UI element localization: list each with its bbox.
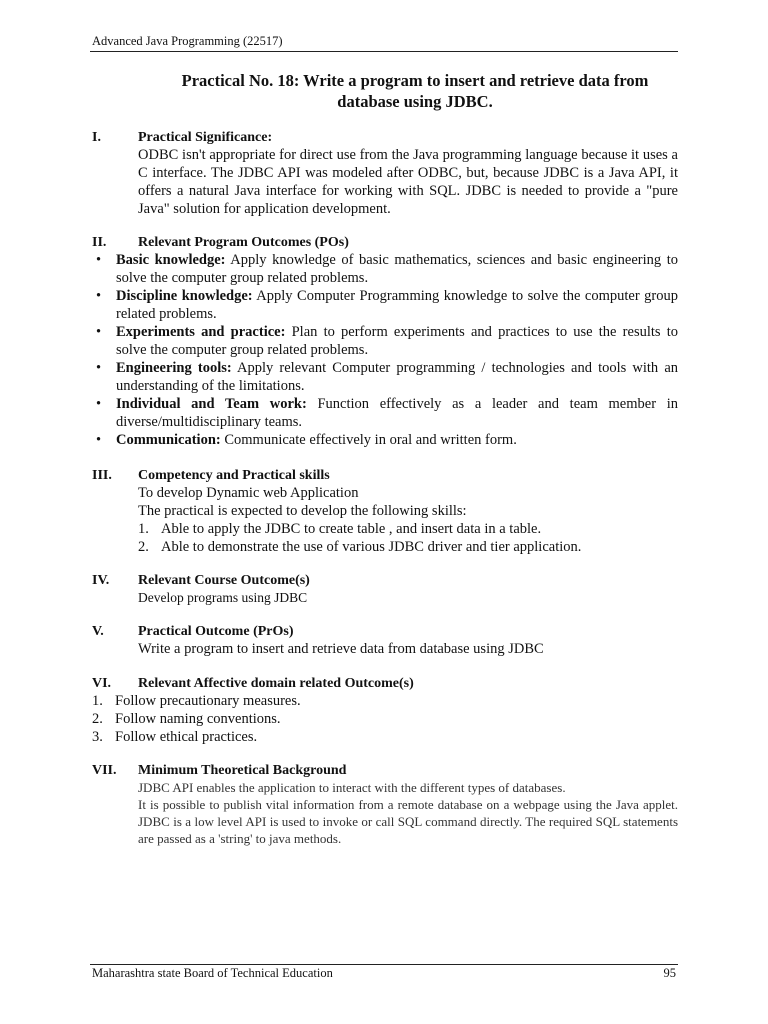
item-text: Communicate effectively in oral and written form. xyxy=(220,432,517,448)
section-text: The practical is expected to develop the following skills: xyxy=(138,503,467,519)
item-text: Apply Computer Programming knowledge to solve the computer group related problems. xyxy=(116,288,678,322)
section-number: VI. xyxy=(92,676,112,691)
section-theoretical-background xyxy=(92,762,678,847)
list-item xyxy=(92,728,678,746)
item-text: Follow naming conventions. xyxy=(115,711,281,727)
item-label: Discipline knowledge: xyxy=(116,288,253,304)
item-label: Basic knowledge: xyxy=(116,252,226,268)
section-number: IV. xyxy=(92,573,110,588)
page-number: 95 xyxy=(663,966,676,980)
list-item xyxy=(138,538,678,556)
skills-list xyxy=(138,520,678,556)
section-number: VII. xyxy=(92,763,117,778)
section-text: Develop programs using JDBC xyxy=(138,590,308,605)
list-item xyxy=(92,431,678,449)
page-footer: Maharashtra state Board of Technical Education xyxy=(92,966,333,980)
item-text: Able to demonstrate the use of various JDBC driver and tier application. xyxy=(161,539,582,555)
section-title: Minimum Theoretical Background xyxy=(138,763,347,778)
outcomes-list xyxy=(92,251,678,449)
affective-list xyxy=(92,692,678,746)
section-title: Competency and Practical skills xyxy=(138,468,330,483)
item-text: Apply knowledge of basic mathematics, sciences and basic engineering to solve the computer group related problems. xyxy=(116,252,679,286)
item-number: 2. xyxy=(138,539,149,555)
list-item xyxy=(138,520,678,538)
section-course-outcomes xyxy=(92,572,678,607)
section-title: Practical Outcome (PrOs) xyxy=(138,624,294,639)
footer-rule xyxy=(90,964,678,965)
item-number: 1. xyxy=(138,521,149,537)
header-rule xyxy=(90,51,678,52)
section-competency-skills xyxy=(92,467,678,556)
item-number: 3. xyxy=(92,729,103,745)
item-text: Follow ethical practices. xyxy=(115,729,258,745)
section-number: II. xyxy=(92,235,107,250)
item-number: 2. xyxy=(92,711,103,727)
list-item xyxy=(92,287,678,323)
page-header: Advanced Java Programming (22517) xyxy=(92,34,283,48)
section-title: Practical Significance: xyxy=(138,130,273,145)
list-item xyxy=(92,251,678,287)
list-item xyxy=(92,323,678,359)
title-line-1: Practical No. 18: Write a program to insert and retrieve data from xyxy=(181,71,649,90)
section-number: V. xyxy=(92,624,104,639)
section-text: It is possible to publish vital information from a remote database on a webpage using the Java applet. JDBC is a low level API is used to invoke or call SQL command directly. The required SQL statements are passed as a 'string' to java methods. xyxy=(138,797,678,846)
item-label: Communication: xyxy=(116,432,221,448)
section-practical-outcome xyxy=(92,623,678,658)
list-item xyxy=(92,710,678,728)
section-number: I. xyxy=(92,130,101,145)
item-label: Experiments and practice: xyxy=(116,324,286,340)
item-label: Engineering tools: xyxy=(116,360,232,376)
section-affective-outcomes xyxy=(92,675,678,746)
section-title: Relevant Program Outcomes (POs) xyxy=(138,235,349,250)
section-practical-significance xyxy=(92,129,678,218)
list-item xyxy=(92,359,678,395)
item-label: Individual and Team work: xyxy=(116,396,307,412)
section-program-outcomes xyxy=(92,234,678,449)
section-text: To develop Dynamic web Application xyxy=(138,485,359,501)
item-text: Apply relevant Computer programming / technologies and tools with an understanding of the limitations. xyxy=(116,360,679,394)
item-text: Plan to perform experiments and practices to use the results to solve the computer group related problems. xyxy=(116,324,678,358)
list-item xyxy=(92,395,678,431)
list-item xyxy=(92,692,678,710)
title-line-2: database using JDBC. xyxy=(337,92,493,111)
item-number: 1. xyxy=(92,693,103,709)
practical-title xyxy=(90,70,740,112)
section-text: ODBC isn't appropriate for direct use from the Java programming language because it uses a C interface. The JDBC API was modeled after ODBC, but, because JDBC is a Java API, it offers a natural Java interface for working with SQL. JDBC is needed to provide a "pure Java" solution for application development. xyxy=(138,147,678,217)
section-title: Relevant Course Outcome(s) xyxy=(138,573,310,588)
item-text: Able to apply the JDBC to create table , and insert data in a table. xyxy=(161,521,542,537)
section-number: III. xyxy=(92,468,112,483)
section-text: Write a program to insert and retrieve data from database using JDBC xyxy=(138,641,544,657)
item-text: Follow precautionary measures. xyxy=(115,693,301,709)
section-title: Relevant Affective domain related Outcome(s) xyxy=(138,676,414,691)
section-text: JDBC API enables the application to interact with the different types of databases. xyxy=(138,780,566,795)
item-text: Function effectively as a leader and team member in diverse/multidisciplinary teams. xyxy=(116,396,678,430)
